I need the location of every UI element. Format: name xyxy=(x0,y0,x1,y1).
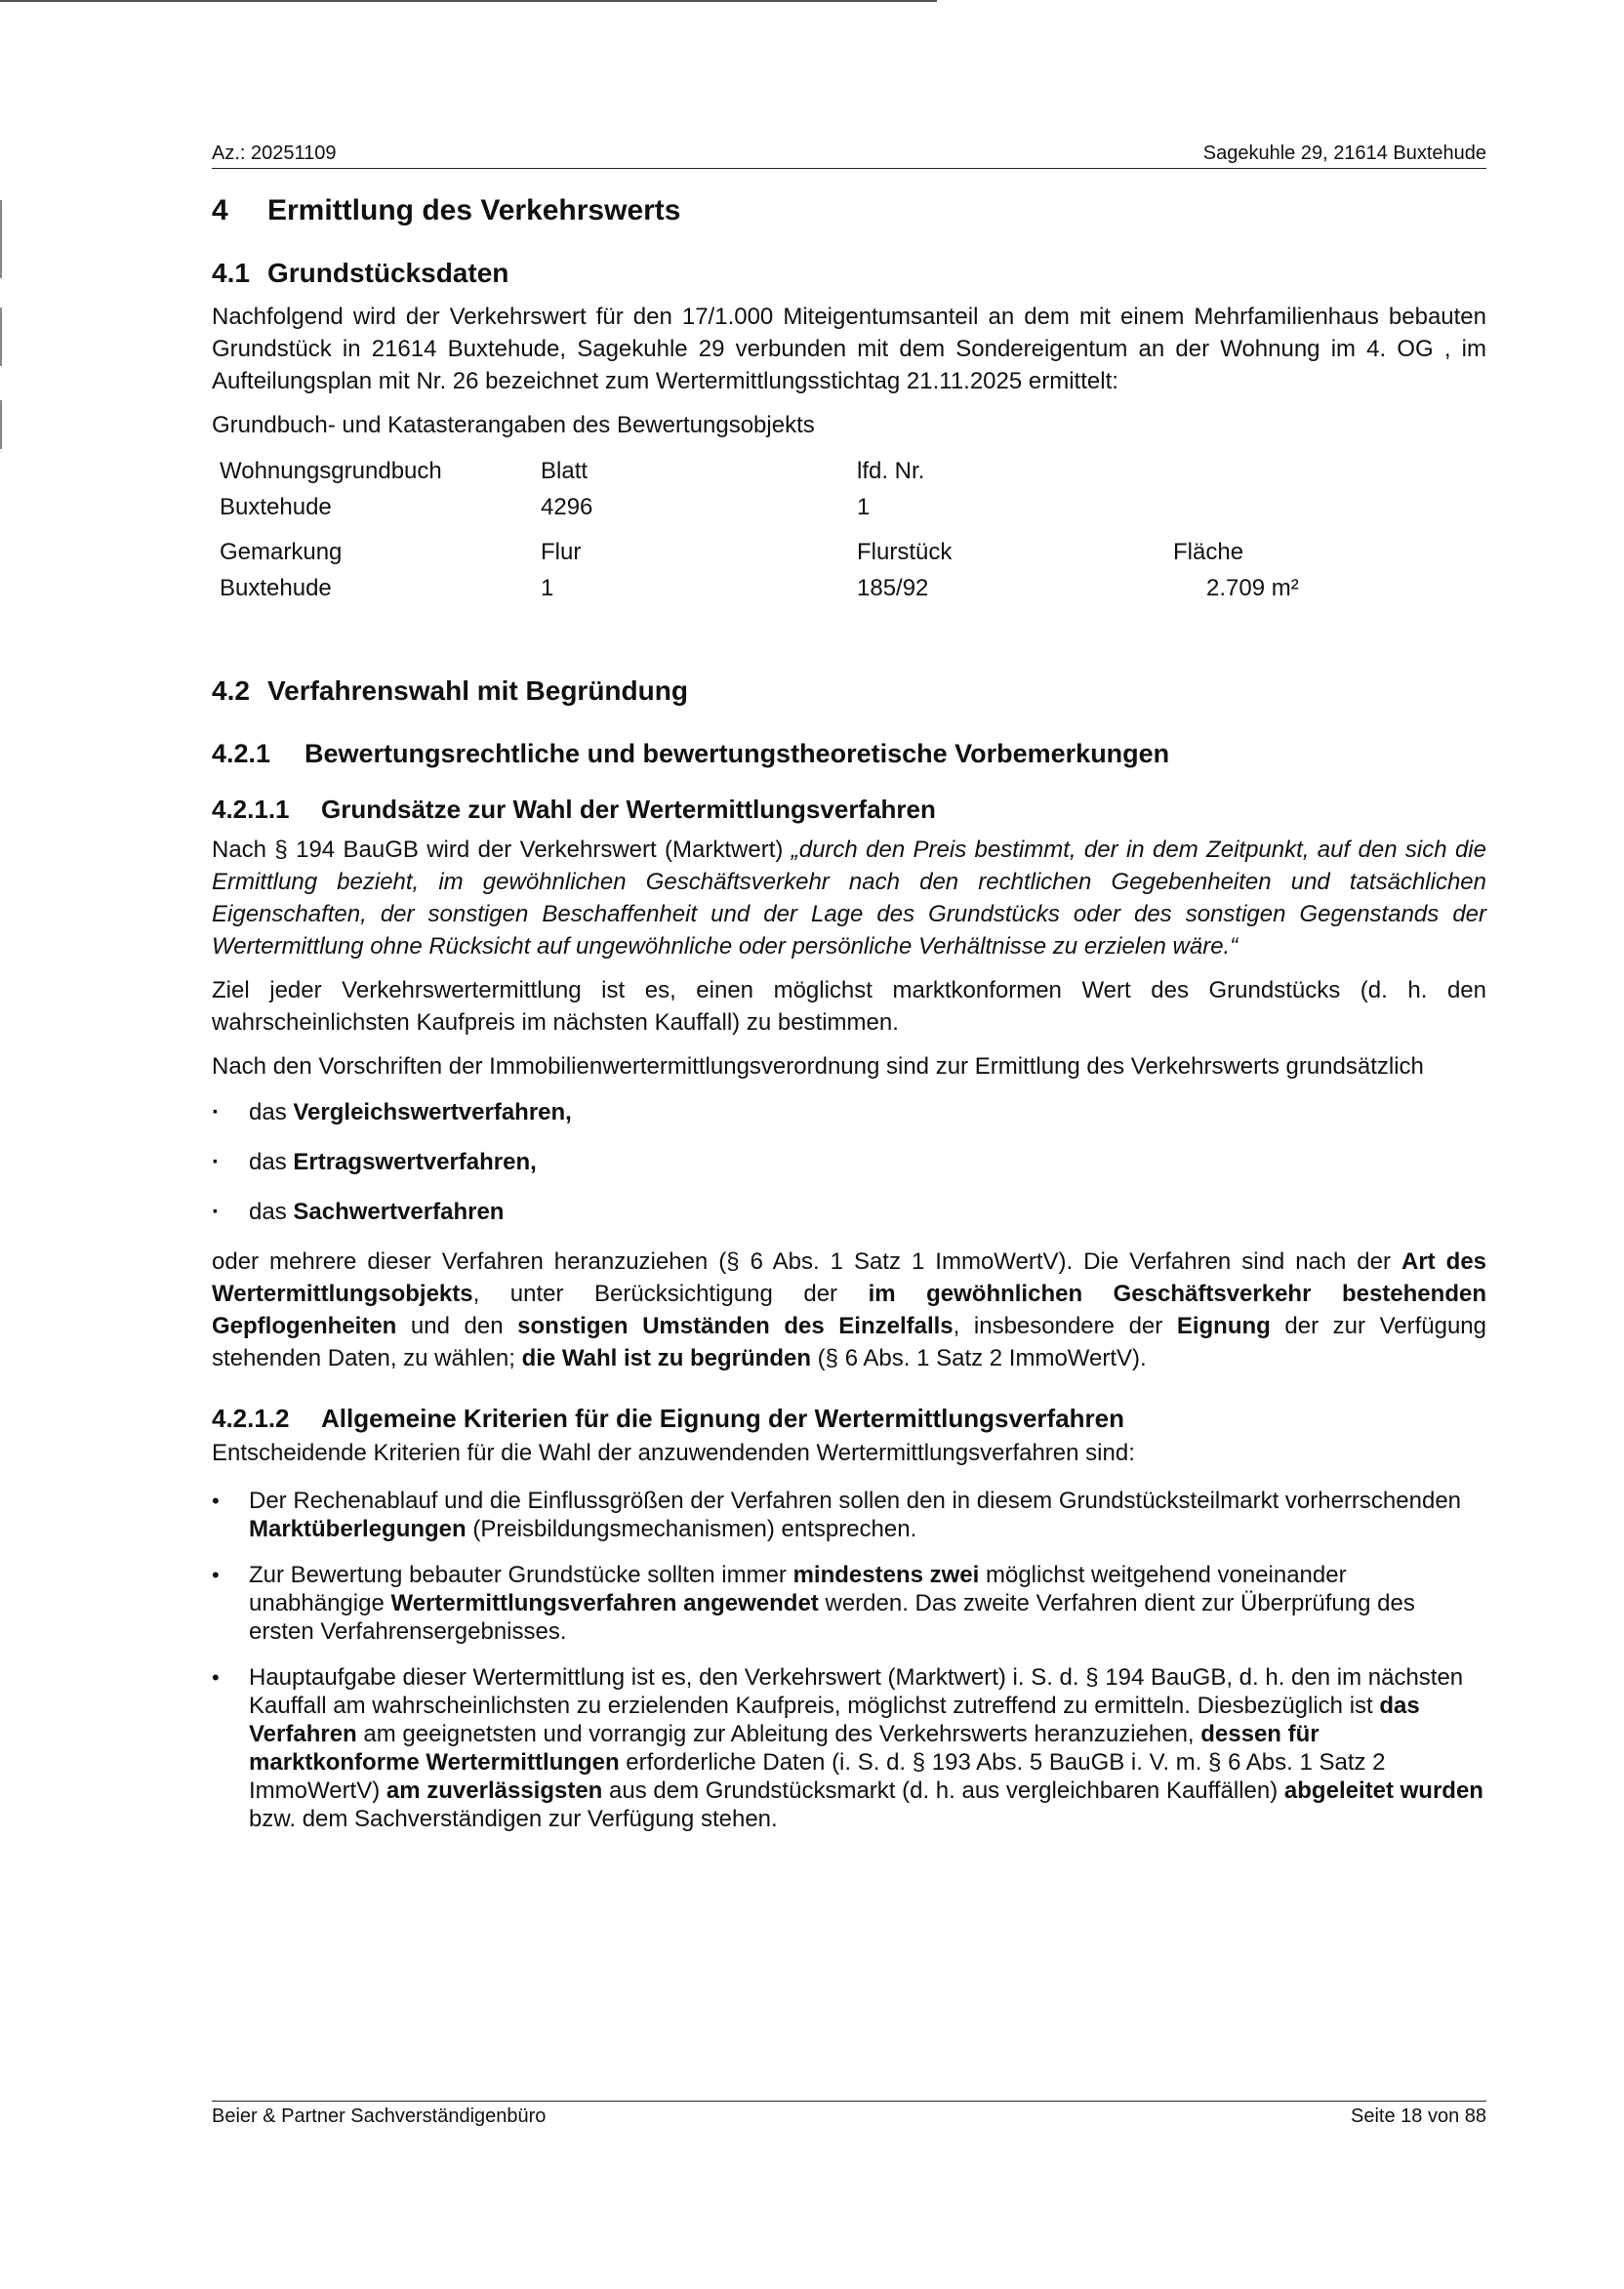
selection-paragraph: oder mehrere dieser Verfahren heranzuziehen (§ 6 Abs. 1 Satz 1 ImmoWertV). Die Verfahren sind nach der Art des Wertermittlungsobjekts, unter Berücksichtigung der im gewöhnlichen Geschäftsverkehr bestehenden Gepflogenheiten und den sonstigen Umständen des Einzelfalls, insbesondere der Eignung der zur Verfügung stehenden Daten, zu wählen; die Wahl ist zu begründen (§ 6 Abs. 1 Satz 2 ImmoWertV). xyxy=(212,1248,1487,1371)
list-item: • Zur Bewertung bebauter Grundstücke sollten immer mindestens zwei möglichst weitgehend voneinander unabhängige Wertermittlungsverfahren angewendet werden. Das zweite Verfahren dient zur Überprüfung des ersten Verfahrensergebnisses. xyxy=(212,1561,1486,1646)
criteria-list xyxy=(212,1487,1486,1833)
page-content xyxy=(212,191,1486,1851)
table-cell: Buxtehude xyxy=(220,494,332,520)
section-heading-4: 4 Ermittlung des Verkehrswerts xyxy=(212,194,681,226)
header-reference: Az.: 20251109 xyxy=(212,143,337,164)
grundbuch-table xyxy=(220,455,1486,623)
section-heading-4-2-1: 4.2.1 Bewertungsrechtliche und bewertungstheoretische Vorbemerkungen xyxy=(212,739,1170,768)
list-item: · das Ertragswertverfahren, xyxy=(212,1146,1486,1178)
table-cell: Blatt xyxy=(541,458,589,484)
section-heading-4-1: 4.1 Grundstücksdaten xyxy=(212,258,509,288)
intro-paragraph: Nachfolgend wird der Verkehrswert für den 17/1.000 Miteigentumsanteil an dem mit einem Mehrfamilienhaus bebauten Grundstück in 21614 Buxtehude, Sagekuhle 29 verbunden mit dem Sondereigentum an der Wohnung im 4. OG , im Aufteilungsplan mit Nr. 26 bezeichnet zum Wertermittlungsstichtag 21.11.2025 ermittelt: xyxy=(212,304,1486,394)
table-cell: 185/92 xyxy=(857,575,929,601)
scan-top-edge xyxy=(0,0,937,2)
table-cell: Flur xyxy=(541,539,582,565)
table-cell: Fläche xyxy=(1173,539,1244,565)
table-cell: 2.709 m² xyxy=(1206,575,1299,601)
footer-company: Beier & Partner Sachverständigenbüro xyxy=(212,2105,547,2127)
scan-left-mark xyxy=(0,200,2,278)
table-cell: lfd. Nr. xyxy=(857,458,925,484)
table-cell: 1 xyxy=(541,575,554,601)
scan-left-mark xyxy=(0,307,2,366)
list-item: · das Sachwertverfahren xyxy=(212,1196,1486,1228)
criteria-intro: Entscheidende Kriterien für die Wahl der anzuwendenden Wertermittlungsverfahren sind: xyxy=(212,1440,1135,1466)
page-header xyxy=(212,143,1486,169)
goal-paragraph: Ziel jeder Verkehrswertermittlung ist es, einen möglichst marktkonformen Wert des Grundstücks (d. h. den wahrscheinlichsten Kaufpreis im nächsten Kauffall) zu bestimmen. xyxy=(212,977,1486,1036)
table-cell: Flurstück xyxy=(857,539,953,565)
page-footer xyxy=(212,2101,1486,2127)
table-cell: 1 xyxy=(857,494,871,520)
legal-quote: „durch den Preis bestimmt, der in dem Zeitpunkt, auf den sich die Ermittlung bezieht, im gewöhnlichen Geschäftsverkehr nach den rechtlichen Gegebenheiten und tatsächlichen Eigenschaften, der sonstigen Beschaffenheit und der Lage des Grundstücks oder des sonstigen Gegenstands der Wertermittlung ohne Rücksicht auf ungewöhnliche oder persönliche Verhältnisse zu erzielen wäre.“ xyxy=(212,837,1486,960)
section-heading-4-2: 4.2 Verfahrenswahl mit Begründung xyxy=(212,675,688,706)
methods-list xyxy=(212,1096,1486,1228)
grundbuch-caption: Grundbuch- und Katasterangaben des Bewertungsobjekts xyxy=(212,412,815,438)
table-cell: Buxtehude xyxy=(220,575,332,601)
table-cell: 4296 xyxy=(541,494,593,520)
page-number: Seite 18 von 88 xyxy=(1351,2105,1486,2127)
list-item: · das Vergleichswertverfahren, xyxy=(212,1096,1486,1128)
definition-paragraph: Nach § 194 BauGB wird der Verkehrswert (Marktwert) „durch den Preis bestimmt, der in dem Zeitpunkt, auf den sich die Ermittlung bezieht, im gewöhnlichen Geschäftsverkehr nach den rechtlichen Gegebenheiten und tatsächlichen Eigenschaften, der sonstigen Beschaffenheit und der Lage des Grundstücks oder des sonstigen Gegenstands der Wertermittlung ohne Rücksicht auf ungewöhnliche oder persönliche Verhältnisse zu erzielen wäre.“ xyxy=(212,837,1486,960)
section-heading-4-2-1-2: 4.2.1.2 Allgemeine Kriterien für die Eignung der Wertermittlungsverfahren xyxy=(212,1404,1124,1433)
header-address: Sagekuhle 29, 21614 Buxtehude xyxy=(1202,143,1486,164)
scan-left-mark xyxy=(0,400,2,449)
table-cell: Gemarkung xyxy=(220,539,343,565)
table-cell: Wohnungsgrundbuch xyxy=(220,458,442,484)
methods-intro: Nach den Vorschriften der Immobilienwertermittlungsverordnung sind zur Ermittlung des Verkehrswerts grundsätzlich xyxy=(212,1053,1424,1080)
list-item: • Hauptaufgabe dieser Wertermittlung ist es, den Verkehrswert (Marktwert) i. S. d. § 194 BauGB, d. h. den im nächsten Kauffall am wahrscheinlichsten zu erzielenden Kaufpreis, möglichst zutreffend zu ermitteln. Diesbezüglich ist das Verfahren am geeignetsten und vorrangig zur Ableitung des Verkehrswerts heranzuziehen, dessen für marktkonforme Wertermittlungen erforderliche Daten (i. S. d. § 193 Abs. 5 BauGB i. V. m. § 6 Abs. 1 Satz 2 ImmoWertV) am zuverlässigsten aus dem Grundstücksmarkt (d. h. aus vergleichbaren Kauffällen) abgeleitet wurden bzw. dem Sachverständigen zur Verfügung stehen. xyxy=(212,1663,1486,1833)
section-heading-4-2-1-1: 4.2.1.1 Grundsätze zur Wahl der Wertermittlungsverfahren xyxy=(212,795,936,824)
list-item: • Der Rechenablauf und die Einflussgrößen der Verfahren sollen den in diesem Grundstücksteilmarkt vorherrschenden Marktüberlegungen (Preisbildungsmechanismen) entsprechen. xyxy=(212,1487,1486,1543)
